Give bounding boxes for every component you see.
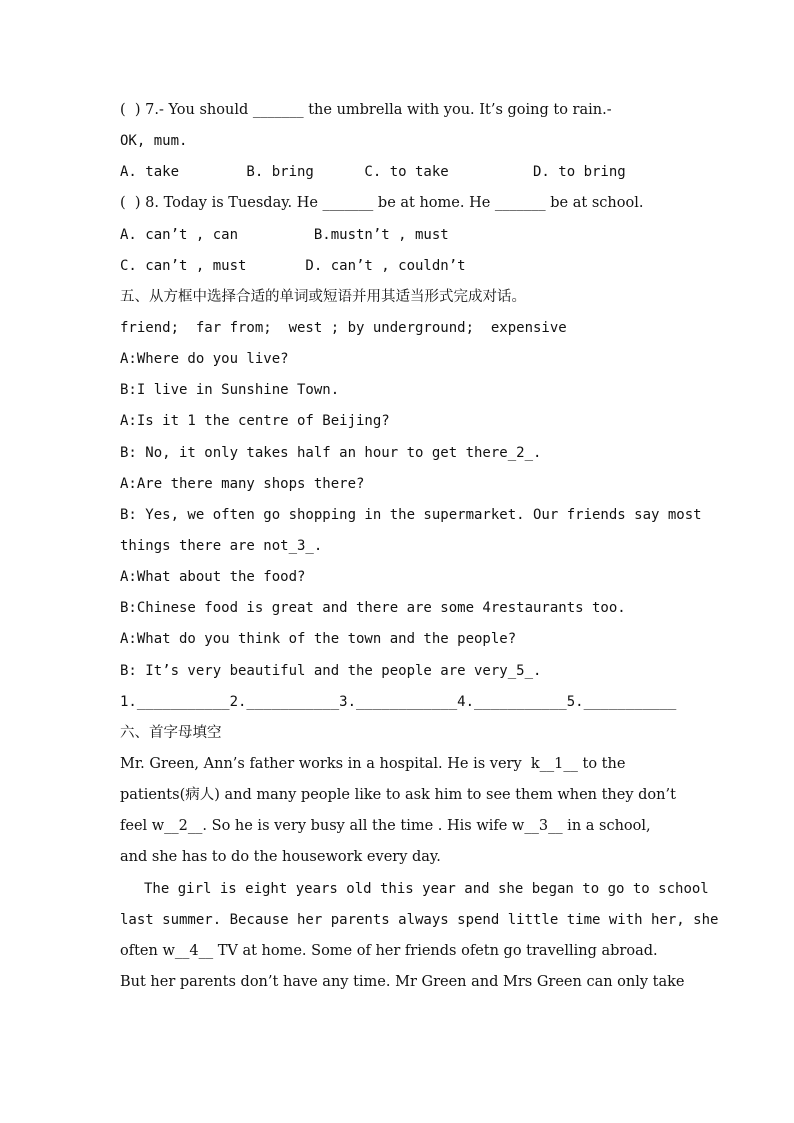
dialogue-line: A:Are there many shops there? [120,475,365,492]
question-8-options-ab: A. can’t , can B.mustn’t , must [120,226,449,243]
question-8-options-cd: C. can’t , must D. can’t , couldn’t [120,257,466,274]
passage-line: The girl is eight years old this year and she began to go to school [144,880,709,897]
section-6-heading: 六、首字母填空 [120,724,222,741]
dialogue-line: B:I live in Sunshine Town. [120,382,340,399]
question-7-options: A. take B. bring C. to take D. to bring [120,164,626,181]
dialogue-line: A:What about the food? [120,569,306,586]
dialogue-line: B: No, it only takes half an hour to get there_2_. [120,444,542,461]
dialogue-line: things there are not_3_. [120,537,323,554]
passage-line: But her parents don’t have any time. Mr Green and Mrs Green can only take [120,973,685,990]
question-8-line-1: ( ) 8. Today is Tuesday. He _______ be at home. He _______ be at school. [120,195,644,212]
dialogue-line: B:Chinese food is great and there are some 4restaurants too. [120,600,626,617]
passage-line: Mr. Green, Ann’s father works in a hospital. He is very k__1__ to the [120,755,626,772]
answer-blanks: 1.___________2.___________3.____________4.___________5.___________ [120,693,677,710]
worksheet-page [120,95,719,998]
passage-line: and she has to do the housework every day. [120,849,441,866]
passage-line: last summer. Because her parents always spend little time with her, she [120,911,719,928]
dialogue-line: A:Where do you live? [120,351,289,368]
passage-line: patients(病人) and many people like to ask him to see them when they don’t [120,787,676,804]
passage-line: feel w__2__. So he is very busy all the time . His wife w__3__ in a school, [120,818,651,835]
passage-line: often w__4__ TV at home. Some of her friends ofetn go travelling abroad. [120,942,658,959]
question-7-line-1: ( ) 7.- You should _______ the umbrella with you. It’s going to rain.- [120,102,612,118]
question-7-line-2: OK, mum. [120,133,188,150]
dialogue-line: B: Yes, we often go shopping in the supermarket. Our friends say most [120,506,702,523]
dialogue-line: B: It’s very beautiful and the people are very_5_. [120,662,542,679]
dialogue-line: A:Is it 1 the centre of Beijing? [120,413,390,430]
word-box: friend; far from; west ; by underground; expensive [120,319,567,336]
dialogue-line: A:What do you think of the town and the people? [120,631,517,648]
section-5-heading: 五、从方框中选择合适的单词或短语并用其适当形式完成对话。 [120,288,526,305]
